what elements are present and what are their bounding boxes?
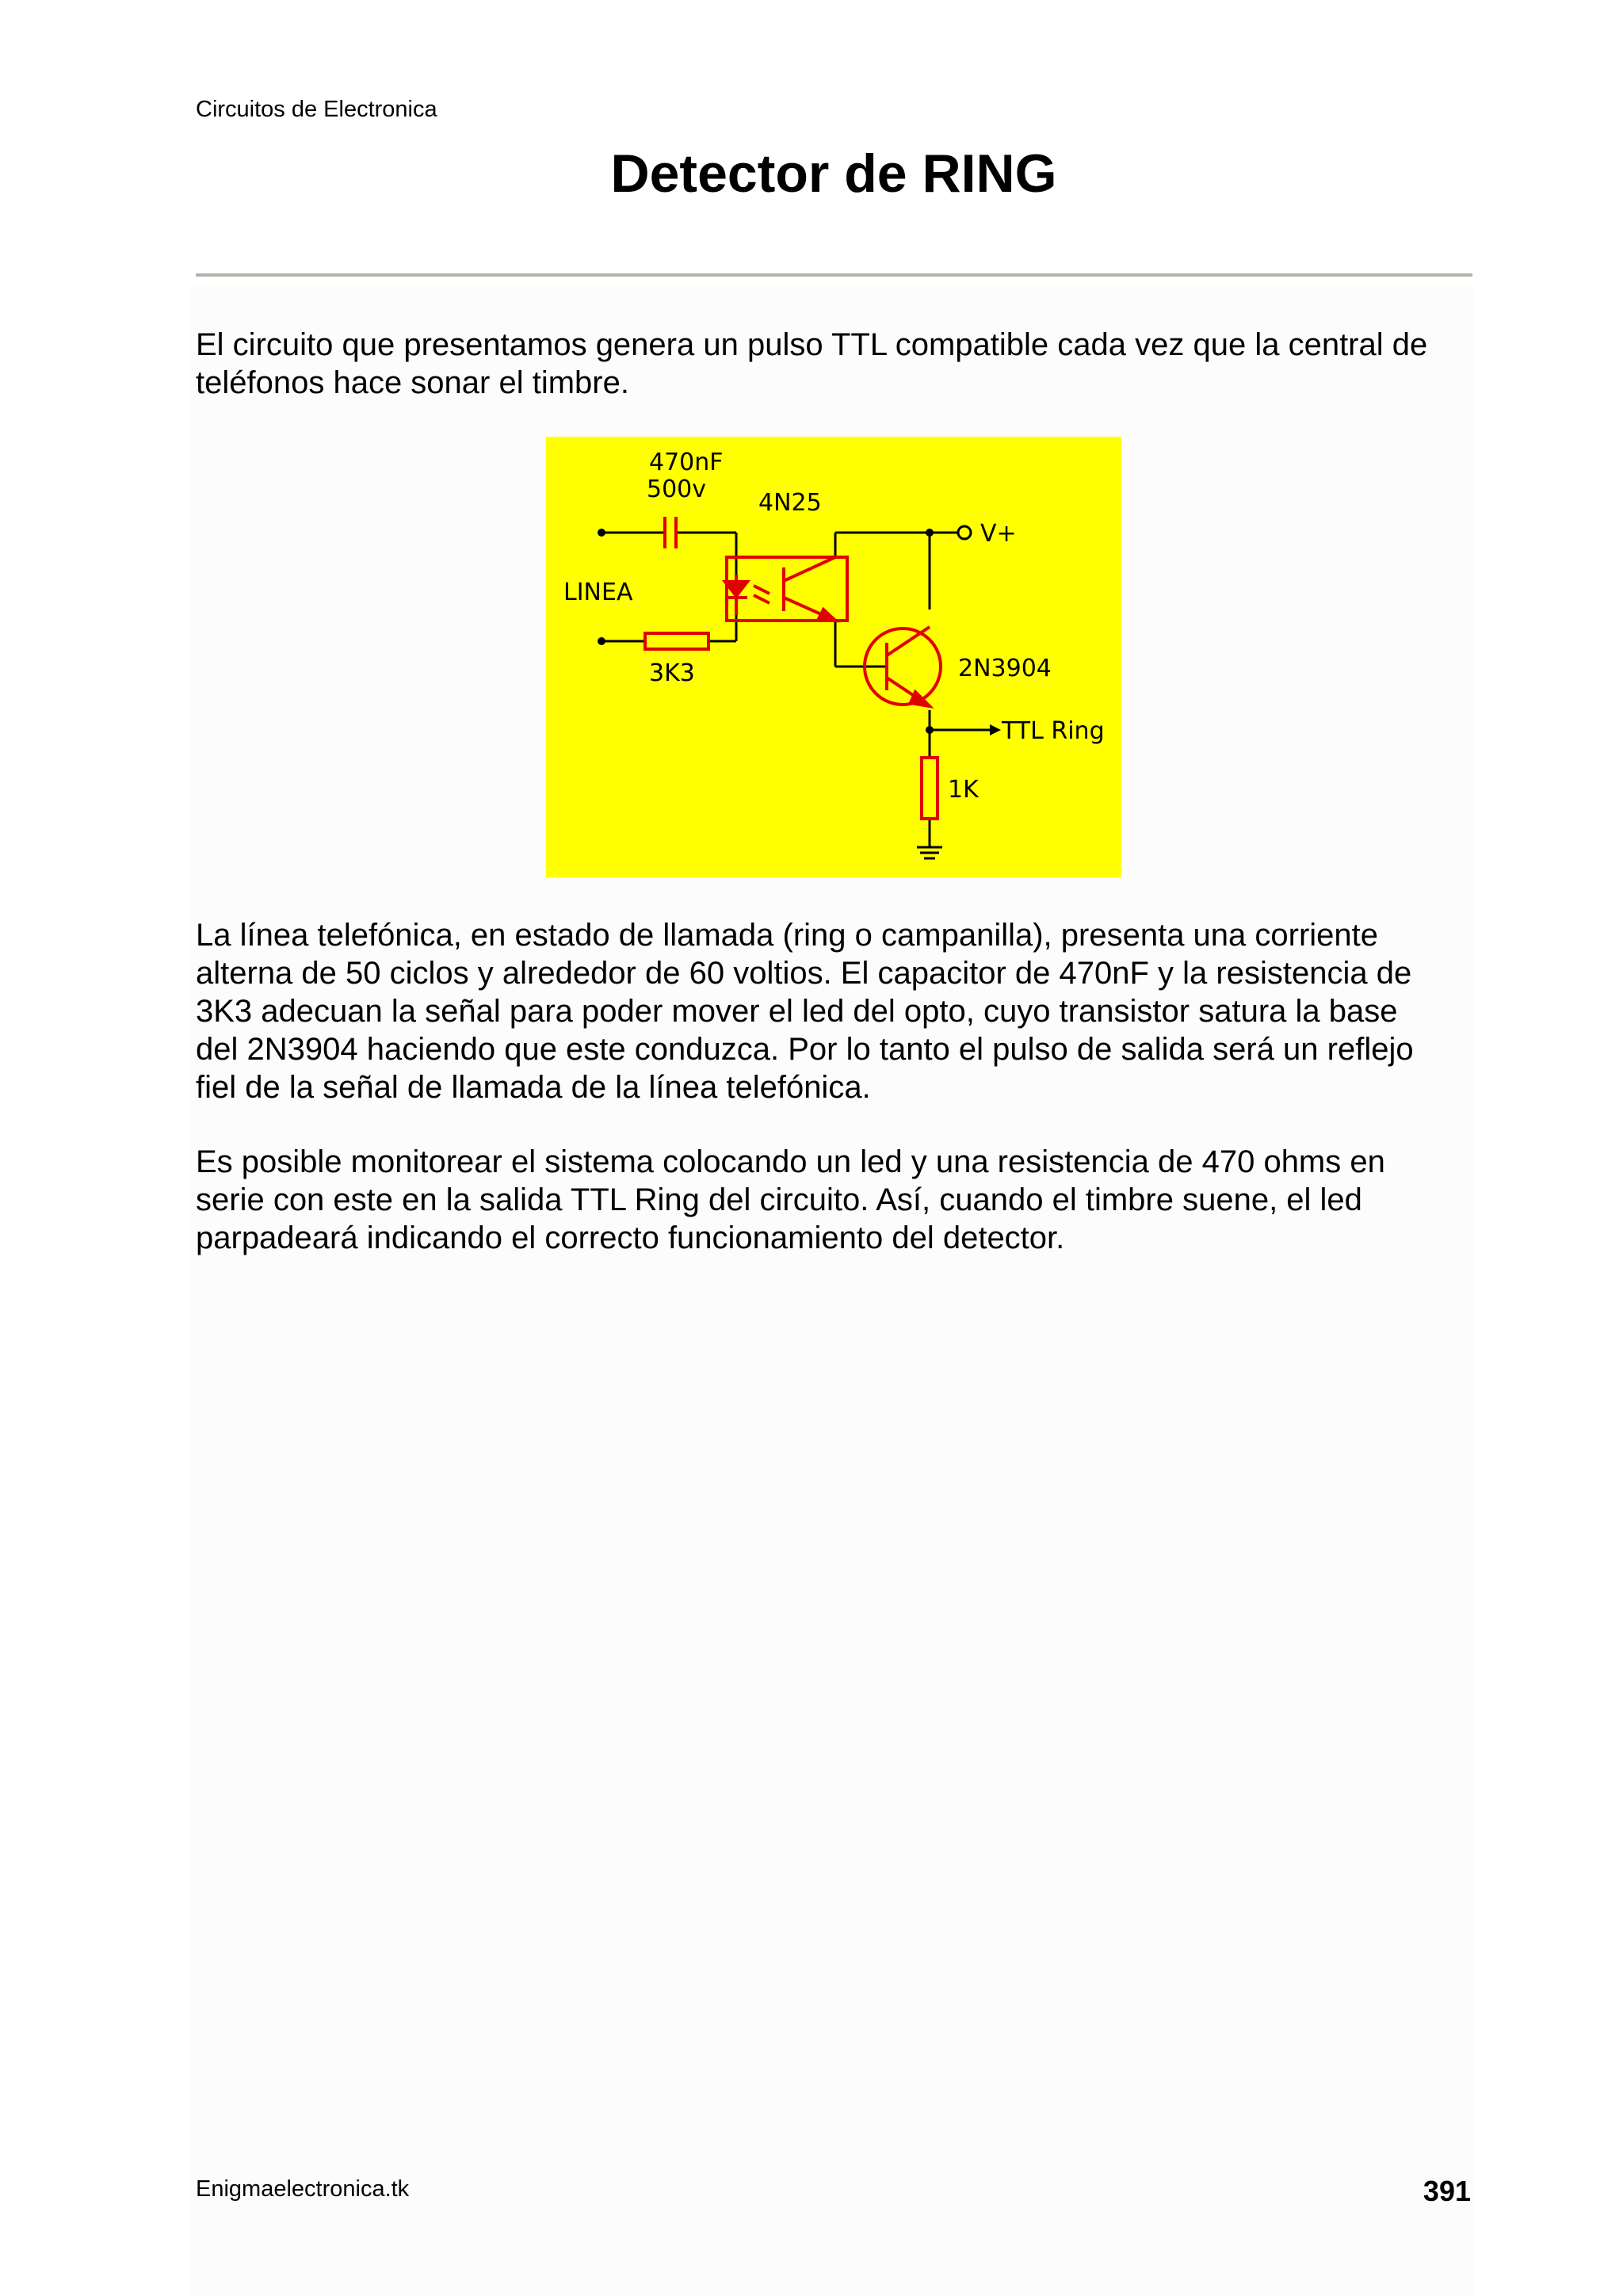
text-line: Es posible monitorear el sistema colocando un led y una resistencia de 470 ohms en <box>196 1144 1385 1179</box>
label-supply: V+ <box>980 520 1017 548</box>
page-number: 391 <box>1423 2175 1471 2207</box>
text-line: 3K3 adecuan la señal para poder mover el led del opto, cuyo transistor satura la base <box>196 994 1398 1029</box>
ring-detector-schematic <box>546 437 1121 877</box>
supply-terminal <box>958 526 971 539</box>
text-line: serie con este en la salida TTL Ring del circuito. Así, cuando el timbre suene, el led <box>196 1182 1362 1217</box>
running-header: Circuitos de Electronica <box>196 97 437 122</box>
label-output: TTL Ring <box>1002 717 1105 745</box>
text-line: del 2N3904 haciendo que este conduzca. Por lo tanto el pulso de salida será un reflejo <box>196 1032 1414 1067</box>
text-line: fiel de la señal de llamada de la línea telefónica. <box>196 1070 871 1105</box>
intro-paragraph <box>196 326 1480 402</box>
label-line: LINEA <box>563 579 633 606</box>
text-line: teléfonos hace sonar el timbre. <box>196 365 629 400</box>
monitoring-paragraph <box>196 1143 1480 1257</box>
footer-site: Enigmaelectronica.tk <box>196 2176 410 2202</box>
label-capacitor-value: 470nF <box>649 449 724 476</box>
text-line: alterna de 50 ciclos y alrededor de 60 voltios. El capacitor de 470nF y la resistencia de <box>196 956 1412 991</box>
text-line: La línea telefónica, en estado de llamada (ring o campanilla), presenta una corriente <box>196 918 1379 953</box>
text-line: parpadeará indicando el correcto funcionamiento del detector. <box>196 1221 1065 1255</box>
title-divider <box>196 273 1472 277</box>
text-line: El circuito que presentamos genera un pulso TTL compatible cada vez que la central de <box>196 327 1428 362</box>
label-resistor-input: 3K3 <box>649 659 695 687</box>
label-capacitor-voltage: 500v <box>647 476 707 503</box>
label-optocoupler: 4N25 <box>758 489 822 517</box>
page-title: Detector de RING <box>610 143 1057 204</box>
label-transistor: 2N3904 <box>958 655 1052 682</box>
label-resistor-load: 1K <box>948 776 979 804</box>
explanation-paragraph <box>196 916 1480 1106</box>
